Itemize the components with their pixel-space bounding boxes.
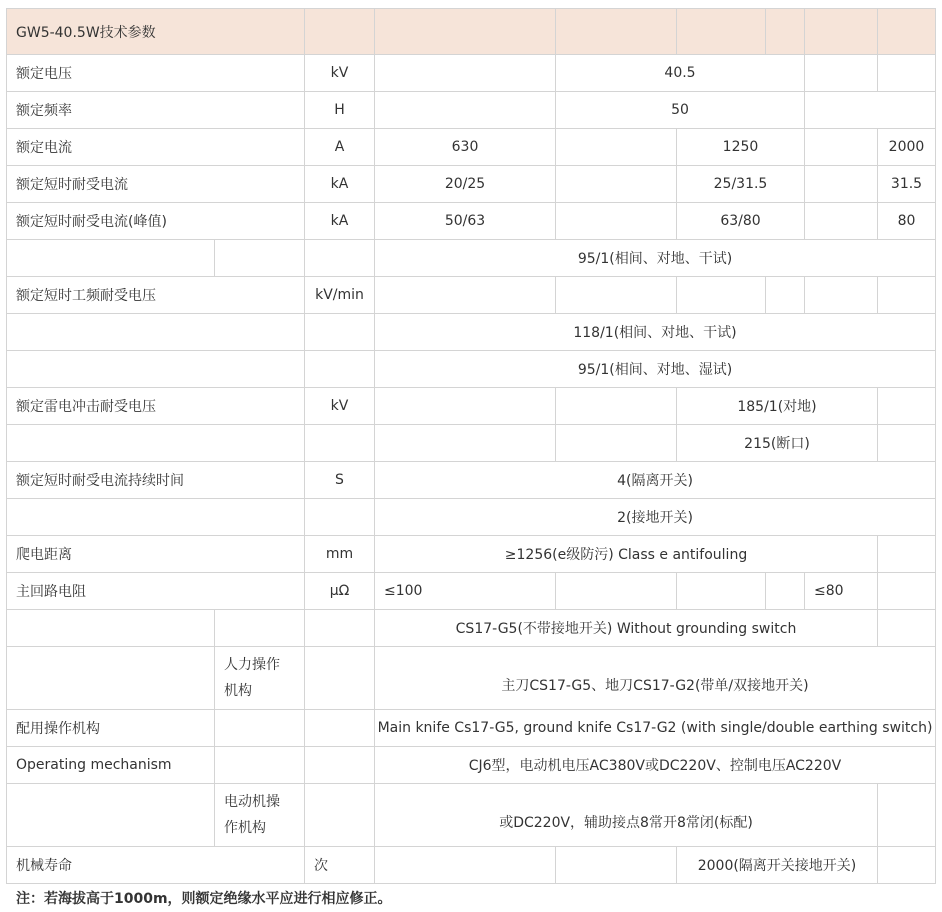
empty-cell (304, 313, 374, 350)
empty-cell (555, 846, 676, 883)
empty-cell (214, 609, 304, 646)
power-freq-voltage-unit: kV/min (304, 276, 374, 313)
empty-cell (555, 276, 676, 313)
header-cell (374, 8, 555, 54)
table-border-right (935, 8, 936, 884)
empty-cell (555, 128, 676, 165)
empty-cell (6, 313, 304, 350)
mechanism-value: 主刀CS17-G5、地刀CS17-G2(带单/双接地开关) (374, 646, 935, 709)
duration-unit: S (304, 461, 374, 498)
empty-cell (877, 535, 935, 572)
empty-cell (877, 572, 935, 609)
short-time-current-value: 31.5 (877, 165, 935, 202)
short-time-current-value: 20/25 (374, 165, 555, 202)
peak-current-unit: kA (304, 202, 374, 239)
empty-cell (304, 609, 374, 646)
empty-cell (877, 424, 935, 461)
empty-cell (374, 91, 555, 128)
empty-cell (555, 165, 676, 202)
lightning-voltage-label: 额定雷电冲击耐受电压 (6, 387, 304, 424)
short-time-current-label: 额定短时耐受电流 (6, 165, 304, 202)
resistance-value: ≤100 (374, 572, 555, 609)
power-freq-voltage-value: 118/1(相间、对地、干试) (374, 313, 935, 350)
mechanism-label: 配用操作机构 (6, 709, 214, 746)
rated-current-value: 630 (374, 128, 555, 165)
empty-cell (804, 276, 877, 313)
short-time-current-value: 25/31.5 (676, 165, 804, 202)
empty-cell (877, 846, 935, 883)
empty-cell (877, 609, 935, 646)
empty-cell (804, 128, 877, 165)
rated-current-label: 额定电流 (6, 128, 304, 165)
empty-cell (6, 609, 214, 646)
power-freq-voltage-label: 额定短时工频耐受电压 (6, 276, 304, 313)
empty-cell (304, 350, 374, 387)
table-title: GW5-40.5W技术参数 (6, 8, 304, 54)
duration-value: 4(隔离开关) (374, 461, 935, 498)
rated-frequency-value: 50 (555, 91, 804, 128)
header-cell (877, 8, 935, 54)
empty-cell (804, 91, 935, 128)
peak-current-value: 50/63 (374, 202, 555, 239)
empty-cell (555, 202, 676, 239)
creepage-value: ≥1256(e级防污) Class e antifouling (374, 535, 877, 572)
mechanism-value: Main knife Cs17-G5, ground knife Cs17-G2 (with single/double earthing switch) (374, 709, 935, 746)
empty-cell (214, 709, 304, 746)
rated-frequency-label: 额定频率 (6, 91, 304, 128)
empty-cell (765, 276, 804, 313)
lightning-voltage-unit: kV (304, 387, 374, 424)
empty-cell (877, 54, 935, 91)
duration-value: 2(接地开关) (374, 498, 935, 535)
empty-cell (214, 239, 304, 276)
empty-cell (6, 350, 304, 387)
empty-cell (676, 276, 765, 313)
empty-cell (877, 783, 935, 846)
empty-cell (304, 498, 374, 535)
empty-cell (676, 572, 765, 609)
empty-cell (6, 239, 214, 276)
motor-mechanism-label (214, 783, 304, 846)
empty-cell (374, 424, 555, 461)
header-cell (804, 8, 877, 54)
peak-current-label: 额定短时耐受电流(峰值) (6, 202, 304, 239)
empty-cell (304, 646, 374, 709)
empty-cell (374, 387, 555, 424)
empty-cell (6, 646, 214, 709)
rated-voltage-label: 额定电压 (6, 54, 304, 91)
empty-cell (804, 165, 877, 202)
empty-cell (304, 709, 374, 746)
empty-cell (304, 783, 374, 846)
header-cell (676, 8, 765, 54)
manual-mechanism-label (214, 646, 304, 709)
empty-cell (6, 424, 304, 461)
empty-cell (374, 276, 555, 313)
mech-life-label: 机械寿命 (6, 846, 304, 883)
empty-cell (304, 239, 374, 276)
peak-current-value: 63/80 (676, 202, 804, 239)
motor-mechanism-line1: 电动机操 (224, 794, 280, 810)
mech-life-value: 2000(隔离开关接地开关) (676, 846, 877, 883)
mechanism-value: CS17-G5(不带接地开关) Without grounding switch (374, 609, 877, 646)
empty-cell (877, 387, 935, 424)
empty-cell (304, 424, 374, 461)
resistance-label: 主回路电阻 (6, 572, 304, 609)
empty-cell (214, 746, 304, 783)
manual-mechanism-line1: 人力操作 (224, 657, 280, 673)
header-cell (765, 8, 804, 54)
empty-cell (6, 783, 214, 846)
rated-current-unit: A (304, 128, 374, 165)
rated-voltage-value: 40.5 (555, 54, 804, 91)
empty-cell (374, 846, 555, 883)
empty-cell (877, 276, 935, 313)
mechanism-value: CJ6型，电动机电压AC380V或DC220V、控制电压AC220V (374, 746, 935, 783)
header-cell (304, 8, 374, 54)
header-cell (555, 8, 676, 54)
empty-cell (804, 202, 877, 239)
resistance-unit: μΩ (304, 572, 374, 609)
motor-mechanism-line2: 作机构 (224, 820, 266, 836)
duration-label: 额定短时耐受电流持续时间 (6, 461, 304, 498)
footnote: 注：若海拔高于1000m，则额定绝缘水平应进行相应修正。 (16, 891, 392, 907)
power-freq-voltage-value: 95/1(相间、对地、湿试) (374, 350, 935, 387)
empty-cell (304, 746, 374, 783)
rated-current-value: 1250 (676, 128, 804, 165)
rated-current-value: 2000 (877, 128, 935, 165)
mechanism-value: 或DC220V，辅助接点8常开8常闭(标配) (374, 783, 877, 846)
peak-current-value: 80 (877, 202, 935, 239)
lightning-voltage-value: 215(断口) (676, 424, 877, 461)
rated-voltage-unit: kV (304, 54, 374, 91)
mech-life-unit: 次 (304, 846, 374, 883)
empty-cell (804, 54, 877, 91)
empty-cell (6, 498, 304, 535)
resistance-value: ≤80 (804, 572, 877, 609)
empty-cell (765, 572, 804, 609)
power-freq-voltage-value: 95/1(相间、对地、干试) (374, 239, 935, 276)
manual-mechanism-line2: 机构 (224, 683, 252, 699)
empty-cell (374, 54, 555, 91)
empty-cell (555, 572, 676, 609)
creepage-label: 爬电距离 (6, 535, 304, 572)
lightning-voltage-value: 185/1(对地) (676, 387, 877, 424)
mechanism-label-en: Operating mechanism (6, 746, 214, 783)
creepage-unit: mm (304, 535, 374, 572)
empty-cell (555, 387, 676, 424)
empty-cell (555, 424, 676, 461)
table-border-bottom (6, 883, 936, 884)
rated-frequency-unit: H (304, 91, 374, 128)
short-time-current-unit: kA (304, 165, 374, 202)
